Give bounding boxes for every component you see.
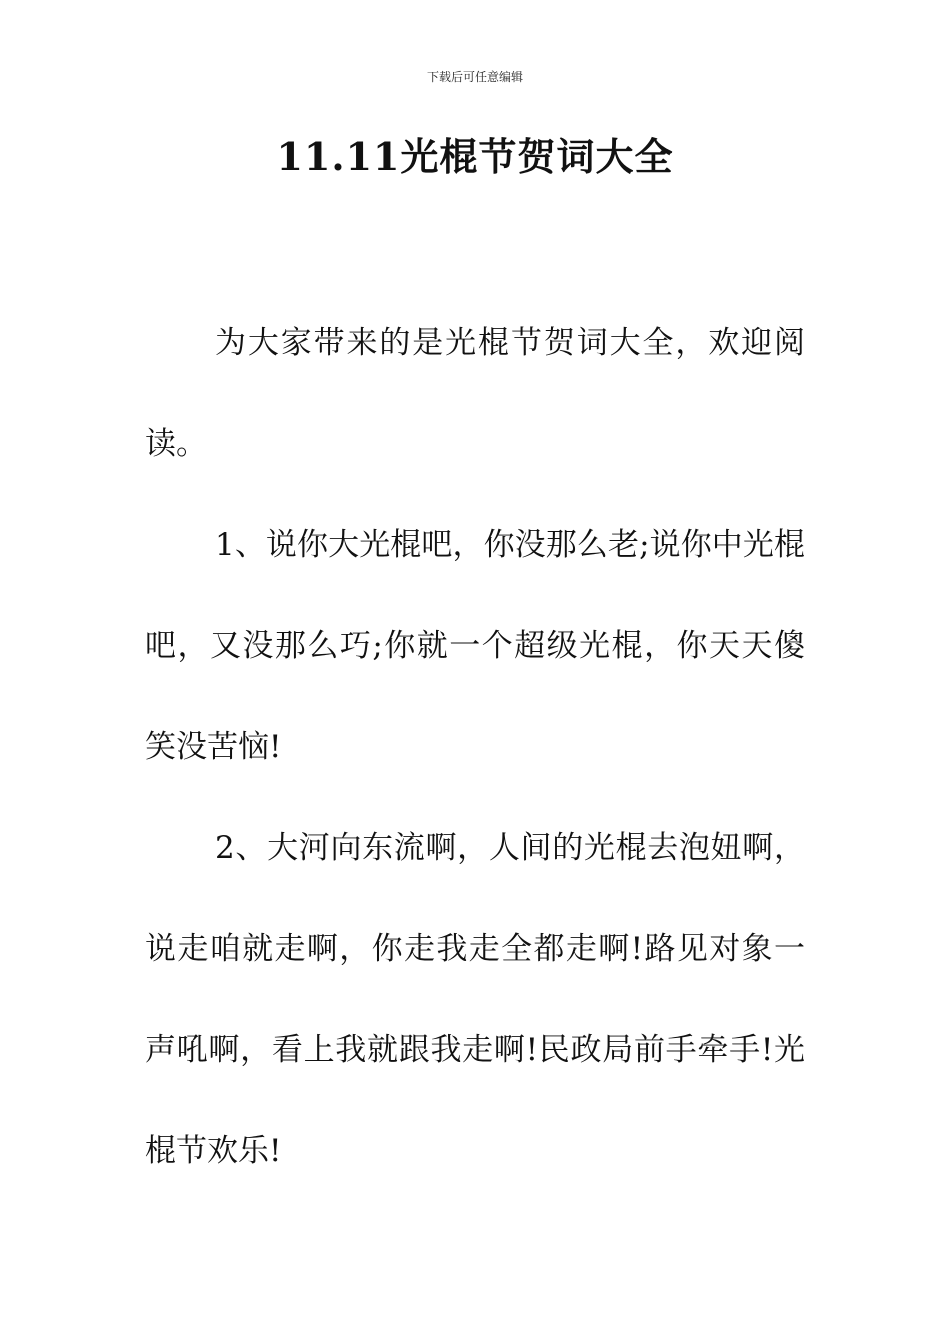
intro-paragraph: 为大家带来的是光棍节贺词大全，欢迎阅读。 bbox=[145, 325, 805, 462]
document-body bbox=[145, 293, 805, 1202]
greeting-paragraph-2: 2、大河向东流啊，人间的光棍去泡妞啊，说走咱就走啊，你走我走全都走啊!路见对象一声吼啊，看上我就跟我走啊!民政局前手牵手!光棍节欢乐! bbox=[145, 830, 805, 1169]
page-title: 11.11光棍节贺词大全 bbox=[276, 134, 674, 179]
greeting-paragraph-1: 1、说你大光棍吧，你没那么老;说你中光棍吧，又没那么巧;你就一个超级光棍，你天天傻笑没苦恼! bbox=[145, 527, 805, 765]
header-note: 下载后可任意编辑 bbox=[426, 70, 523, 84]
